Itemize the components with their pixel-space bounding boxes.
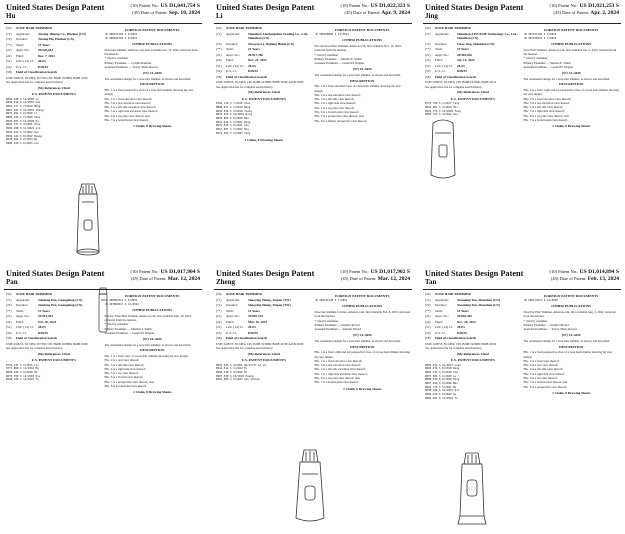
applicant: Shaoying Zheng, Taipan (TW) [248, 297, 291, 302]
primary-examiner: Primary Examiner — Mariela E. Smith [314, 57, 362, 61]
patent-office-title: United States Design Patent [6, 3, 105, 12]
applicant: Jiaxing Jinlong Co., Huzhou (CN) [38, 31, 86, 36]
description-list: FIG. 1 is a front elevation view of a nose hair trimmer showing my new design; FIG. 2 is a rear elevation view thereof; FIG. 3 is a left side view thereof; FIG. 4 is a right side view thereof; FIG. 5 is a top plan view thereof; FIG. 6 is a bottom plan view thereof; FIG. 7 is a perspective view thereof; and, FIG. 8 is a further perspective view thereof. [314, 84, 401, 123]
bibliographic-column: (54) NOSE HAIR TRIMMER (71) Applicant: Shenzhen Xiechengshun Trading Co., Ltd., Shenzhen (CN) (72) Inventor: Xiaoyan Li, Jiujiang Hubei (CN) (**) Term: 15 Years (21) Appl. No.: 29/917,786 (22) Filed: Nov. 21, 2023 (51) LOC (14) Cl. 28-03 (52) U.S. Cl. D28/55 (58) Field of Classification Search USPC D28/55, 56; D8/4; CPC B26B 19/3806; B26B 19/06; A45D 26/00 See application file for complete search history. (56) References Cited U.S. PATENT DOCUMENTS D762,116 S 7/2016 Chen D808,071 S 1/2018 Kang D842,556 S 3/2019 Jiang D870,972 S 12/2019 Dong D893,802 S 8/2020 Rao D912,914 S 3/2021 Peng D931,544 S 9/2021 Cao D957,087 S 7/2022 Hou D974,642 S 1/2023 Yang 1 Claim, 8 Drawing Sheets [216, 26, 312, 144]
trimmer-drawing-5 [288, 446, 332, 528]
claims-column: FOREIGN PATENT DOCUMENTS CN 306741520 S 7/2021 OTHER PUBLICATIONS Nose hair trimmer for men, Amazon.com, first available Feb. 8, 2023, retrieved from the internet. * cited by examiner Primary Examiner — Jennifer Rivard Assistant Examiner — Jennifer Rivard (57) CLAIM The ornamental design for a nose hair trimmer, as shown and described. DESCRIPTION FIG. 1 is a front, right and top perspective view of a nose hair trimmer showing my new design; FIG. 2 is a front elevation view thereof; FIG. 3 is a rear elevation view thereof; FIG. 4 is a left side elevation view thereof; FIG. 5 is a right side elevation view thereof; FIG. 6 is a top plan view thereof; and, FIG. 7 is a bottom plan view thereof. 1 Claim, 8 Drawing Sheets [314, 293, 410, 391]
claims-footer: 1 Claim, 8 Drawing Sheets [552, 390, 591, 395]
patent-date: Mar. 12, 2024 [167, 275, 200, 282]
inventor: Shaoying Zheng, Taipan (TW) [248, 303, 291, 307]
patent-number: US D1,017,902 S [370, 269, 410, 275]
claim-text: The ornamental design for a nose hair trimmer, as shown and described. [523, 338, 610, 343]
field-of-search: USPC D28/55, 56; D8/4; D7/330; CPC B26B 19/3806; B26B 19/00 [6, 341, 88, 346]
primary-examiner: Primary Examiner — Jennifer Rivard [314, 323, 360, 327]
field-of-search: USPC D28/55, 56; D8/4; CPC B26B 19/3806; B26B 19/38; A45D 26/00 [216, 341, 304, 346]
patent-title: NOSE HAIR TRIMMER [435, 292, 471, 296]
patent-date: Apr. 9, 2024 [381, 9, 410, 16]
field-of-search: USPC D28/55, 56; D8/4; CPC B26B 19/3806; B26B 19/14 [425, 80, 497, 85]
patent-header: United States Design Patent Li (10) Patent No.: US D1,022,323 S (45) Date of Patent: Apr. 9, 2024 [214, 2, 412, 24]
patent-number: US D1,017,904 S [160, 269, 200, 275]
primary-examiner: Primary Examiner — Mariela E. Smith [523, 60, 571, 65]
claims-column: FOREIGN PATENT DOCUMENTS CN 306174521 S 11/2020 OTHER PUBLICATIONS Nose Ear Hair Trimmer, Amazon.com, first available Aug. 2, 2022, retrieved from the internet. * cited by examiner Primary Examiner — Jennifer Rivard Assistant Examiner — Tracey Marie Reeves (57) CLAIM The ornamental design for a nose hair trimmer, as shown and described. DESCRIPTION FIG. 1 is a front perspective view of a nose hair trimmer showing my new design; FIG. 2 is a front view thereof; FIG. 3 is a rear view thereof; FIG. 4 is a left side view thereof; FIG. 5 is a right side view thereof; FIG. 6 is a top view thereof; FIG. 7 is a bottom view thereof; and, FIG. 8 is a perspective view thereof. 1 Claim, 8 Drawing Sheets [524, 292, 620, 401]
references-list: D762,116 S 7/2016 Chen D808,071 S 1/2018 Kang D842,556 S 3/2019 Jiang D870,972 S 12/2019 Dong D893,802 S 8/2020 Rao D912,914 S 3/2021 Peng D931,544 S 9/2021 Cao D957,087 S 7/2022 Hou D974,642 S 1/2023 Yang [216, 102, 252, 135]
claim-text: The ornamental design for a nose hair trimmer, as shown and described. [104, 76, 191, 81]
patent-number: US D1,041,754 S [160, 3, 200, 9]
patent-office-title: United States Design Patent [425, 3, 524, 12]
references-list: D775,756 S 1/2017 Tang D843,061 S 3/2019 Shi D901,775 S 11/2020 Fang D950,133 S 4/2022 Guo [425, 102, 461, 117]
description-list: FIG. 1 is a front, right and top perspective view of a nose hair trimmer showing my new design; FIG. 2 is a front elevation view thereof; FIG. 3 is a rear elevation view thereof; FIG. 4 is a left side view thereof; FIG. 5 is a right side view thereof; FIG. 6 is a top plan view thereof; and, FIG. 7 is a bottom plan view thereof. [523, 88, 619, 123]
claim-text: The ornamental design for a nose hair trimmer, as shown and described. [314, 72, 401, 77]
patent-header: United States Design Patent Zheng (10) Patent No.: US D1,017,902 S (45) Date of Patent: Mar. 12, 2024 [214, 268, 412, 290]
field-of-search: USPC D28/55, 56; D8/4; CPC B26B 19/3806; B26B 19/02 [425, 341, 497, 346]
field-of-search: USPC D28/55, 56; D8/4; CPC B26B 19/3806; B26B 19/06; A45D 26/00 [216, 80, 304, 85]
patent-number: US D1,014,894 S [579, 269, 619, 275]
description-list: FIG. 1 is a front view of a nose hair trimmer showing my new design; FIG. 2 is a rear view thereof; FIG. 3 is a left side view thereof; FIG. 4 is a right side view thereof; FIG. 5 is a top view thereof; FIG. 6 is a bottom view thereof; FIG. 7 is a perspective view thereof; and, FIG. 8 is an exploded view thereof. [104, 354, 189, 389]
inventor-surname: Zheng [216, 278, 236, 286]
inventor-surname: Li [216, 12, 223, 20]
applicant: Jianfeng Pan, Guangdong (CN) [38, 297, 83, 302]
bibliographic-column: (54) NOSE HAIR TRIMMER (71) Applicant: Jiaxing Jinlong Co., Huzhou (CN) (72) Inventor: Jiaxing Hu, Huzhou (CN) (**) Term: 15 Years (21) Appl. No.: 29/920,044 (22) Filed: Dec. 7, 2023 (51) LOC (14) Cl. 28-03 (52) U.S. Cl. D28/55 (58) Field of Classification Search USPC D28/55, 56; D8/4; D7/330; CPC B26B 19/3806; B26B 19/20 See application file for complete search history. (56) References Cited U.S. PATENT DOCUMENTS D832,546 S 11/2018 Lu D836,814 S 12/2018 Gao D854,277 S 7/2019 Wang D867,041 S 11/2019 Zhang D875,991 S 2/2020 Li D889,104 S 7/2020 Chen D902,561 S 11/2020 Xu D916,337 S 4/2021 Zhou D936,498 S 11/2021 Lin D945,012 S 3/2022 Sun D959,243 S 8/2022 Huang D978,401 S 2/2023 Wu D989,220 S 6/2023 Luo [6, 26, 102, 146]
inventor-surname: Tan [425, 278, 437, 286]
description-list: FIG. 1 is a front perspective view of a nose hair trimmer showing my new design; FIG. 2 is a front view thereof; FIG. 3 is a rear view thereof; FIG. 4 is a left side view thereof; FIG. 5 is a right side view thereof; FIG. 6 is a top view thereof; FIG. 7 is a bottom view thereof; and, FIG. 8 is a perspective view thereof. [523, 350, 613, 389]
inventor: Chao Jing, Shenzhen (CN) [457, 41, 495, 46]
applicant: Xiaoming Tan, Shenzhen (CN) [457, 297, 500, 302]
claims-footer: 1 Claim, 8 Drawing Sheets [244, 137, 283, 142]
bibliographic-column: (54) NOSE HAIR TRIMMER (71) Applicant: Jianfeng Pan, Guangdong (CN) (72) Inventor: Jianfeng Pan, Guangdong (CN) (**) Term: 15 Years (21) Appl. No.: 29/915,304 (22) Filed: Oct. 30, 2023 (51) LOC (14) Cl. 28-03 (52) U.S. Cl. D28/55 (58) Field of Classification Search USPC D28/55, 56; D8/4; D7/330; CPC B26B 19/3806; B26B 19/00 See application file for complete search history. (56) References Cited U.S. PATENT DOCUMENTS D732,231 S 6/2015 Liu D771,868 S 11/2016 Ma D828,640 S 9/2018 He D870,358 S 12/2019 Qiu D938,106 S 12/2021 Ye [6, 292, 102, 397]
bibliographic-column: (54) NOSE HAIR TRIMMER (71) Applicant: Shenzhen ZIYUEJIE Technology Co., Ltd., Shenzhen (CN) (72) Inventor: Chao Jing, Shenzhen (CN) (**) Term: 15 Years (21) Appl. No.: 29/904,026 (22) Filed: Jul. 12, 2023 (51) LOC (14) Cl. 28-03 (52) U.S. Cl. D28/55 (58) Field of Classification Search USPC D28/55, 56; D8/4; CPC B26B 19/3806; B26B 19/14 See application file for complete search history. (56) References Cited U.S. PATENT DOCUMENTS D775,756 S 1/2017 Tang D843,061 S 3/2019 Shi D901,775 S 11/2020 Fang D950,133 S 4/2022 Guo [425, 26, 521, 185]
patent-number: US D1,021,253 S [579, 3, 619, 9]
references-list: D832,546 S 11/2018 Lu D836,814 S 12/2018 Gao D854,277 S 7/2019 Wang D867,041 S 11/2019 Zhang D875,991 S 2/2020 Li D889,104 S 7/2020 Chen D902,561 S 11/2020 Xu D916,337 S 4/2021 Zhou D936,498 S 11/2021 Lin D945,012 S 3/2022 Sun D959,243 S 8/2022 Huang D978,401 S 2/2023 Wu D989,220 S 6/2023 Luo [6, 97, 44, 145]
references-list: D915,640 S 4/2021 Hershoff et al. D941,512 S 1/2022 Fu D950,139 S 4/2022 Mi D967,539 S 10/2022 Huang D981,086 S 3/2023 Van Schaik [216, 363, 268, 382]
patent-header: United States Design Patent Jing (10) Patent No.: US D1,021,253 S (45) Date of Patent: Apr. 2, 2024 [423, 2, 621, 24]
patent-page-3 [423, 2, 621, 264]
inventor-surname: Hu [6, 12, 16, 20]
applicant: Shenzhen ZIYUEJIE Technology Co., Ltd., Shenzhen (CN) [457, 31, 518, 41]
claims-column: FOREIGN PATENT DOCUMENTS CN 306948983 S 11/2021 OTHER PUBLICATIONS Ear and Nose Hair Trimmer, Amazon.com, first available Nov. 14, 2022, retrieved from the internet. * cited by examiner Primary Examiner — Mariela E. Smith Assistant Examiner — Gerald H. Wagner (57) CLAIM The ornamental design for a nose hair trimmer, as shown and described. DESCRIPTION FIG. 1 is a front elevation view of a nose hair trimmer showing my new design; FIG. 2 is a rear elevation view thereof; FIG. 3 is a left side view thereof; FIG. 4 is a right side view thereof; FIG. 5 is a top plan view thereof; FIG. 6 is a bottom plan view thereof; FIG. 7 is a perspective view thereof; and, FIG. 8 is a further perspective view thereof. [315, 26, 411, 144]
references-list: D803,474 S 11/2017 Liao D826,470 S 8/2018 Deng D850,727 S 6/2019 Xie D873,501 S 1/2020 Lu D886,374 S 6/2020 Feng D897,016 S 9/2020 Bai D919,176 S 5/2021 Mo D938,100 S 12/2021 Qin D956,350 S 6/2022 Gu D969,401 S 11/2022 Yu [425, 363, 461, 400]
claims-column: FOREIGN PATENT DOCUMENTS CN 307151104 S 3/2022 CN 307418233 S 7/2022 OTHER PUBLICATIONS Nose Hair Trimmer, Amazon.com, first available Jan. 5, 2023, retrieved from the internet. * cited by examiner Primary Examiner — Mariela E. Smith Assistant Examiner — Gerald H. Wagner (57) CLAIM The ornamental design for a nose hair trimmer, as shown and described. DESCRIPTION FIG. 1 is a front, right and top perspective view of a nose hair trimmer showing my new design; FIG. 2 is a front elevation view thereof; FIG. 3 is a rear elevation view thereof; FIG. 4 is a left side view thereof; FIG. 5 is a right side view thereof; FIG. 6 is a top plan view thereof; and, FIG. 7 is a bottom plan view thereof. 1 Claim, 8 Drawing Sheets [523, 27, 619, 129]
trimmer-drawing-6 [449, 450, 495, 528]
claim-text: The ornamental design for a nose hair trimmer, as shown and described. [523, 76, 610, 81]
primary-examiner: Primary Examiner — Cynthia Ramirez [104, 60, 152, 65]
patent-page-6 [423, 268, 621, 530]
inventor: Jiaxing Hu, Huzhou (CN) [38, 37, 75, 41]
patent-title: NOSE HAIR TRIMMER [16, 292, 52, 296]
patent-date: Apr. 2, 2024 [590, 9, 619, 16]
description-list: FIG. 1 is a front perspective view of a nose hair trimmer showing my new design; FIG. 2 is a front elevation view thereof; FIG. 3 is a rear elevation view thereof; FIG. 4 is a left side elevation view thereof; FIG. 5 is a right side elevation view thereof; FIG. 6 is a top plan view thereof; and, FIG. 7 is a bottom plan view thereof. [104, 88, 194, 123]
patent-office-title: United States Design Patent [216, 269, 315, 278]
patent-office-title: United States Design Patent [425, 269, 524, 278]
inventor-surname: Pan [6, 278, 18, 286]
inventor-surname: Jing [425, 12, 438, 20]
patent-office-title: United States Design Patent [216, 3, 315, 12]
patent-page-2 [214, 2, 412, 264]
patent-header: United States Design Patent Pan (10) Patent No.: US D1,017,904 S (45) Date of Patent: Mar. 12, 2024 [4, 268, 202, 290]
claims-footer: 1 Claim, 8 Drawing Sheets [133, 124, 172, 129]
bibliographic-column: (54) NOSE HAIR TRIMMER (71) Applicant: Shaoying Zheng, Taipan (TW) (72) Inventor: Shaoying Zheng, Taipan (TW) (**) Term: 15 Years (21) Appl. No.: 29/887,194 (22) Filed: Mar. 16, 2023 (51) LOC (14) Cl. 28-03 (52) U.S. Cl. D28/55 (58) Field of Classification Search USPC D28/55, 56; D8/4; CPC B26B 19/3806; B26B 19/38; A45D 26/00 See application file for complete search history. (56) References Cited U.S. PATENT DOCUMENTS D915,640 S 4/2021 Hershoff et al. D941,512 S 1/2022 Fu D950,139 S 4/2022 Mi D967,539 S 10/2022 Huang D981,086 S 3/2023 Van Schaik [216, 292, 312, 393]
claim-text: The ornamental design for a nose hair trimmer, as shown and described. [314, 338, 401, 343]
applicant: Shenzhen Xiechengshun Trading Co., Ltd., Shenzhen (CN) [248, 31, 309, 41]
primary-examiner: Primary Examiner — Marlene J. Smith [104, 326, 152, 331]
patent-title: NOSE HAIR TRIMMER [16, 26, 52, 30]
claims-footer: 1 Claim, 8 Drawing Sheets [552, 124, 591, 129]
patent-date: Feb. 13, 2024 [587, 275, 619, 282]
patent-page-5 [214, 268, 412, 530]
trimmer-drawing-3 [425, 119, 461, 183]
patent-title: NOSE HAIR TRIMMER [226, 26, 262, 30]
patent-page-4 [4, 268, 202, 530]
inventor: Jianfeng Pan, Guangdong (CN) [38, 303, 83, 307]
patent-number: US D1,022,323 S [370, 3, 410, 9]
inventor: Xiaoyan Li, Jiujiang Hubei (CN) [248, 41, 295, 46]
patent-header: United States Design Patent Hu (10) Patent No.: US D1,041,754 S (45) Date of Patent: Sep. 10, 2024 [4, 2, 202, 24]
bibliographic-column: (54) NOSE HAIR TRIMMER (71) Applicant: Xiaoming Tan, Shenzhen (CN) (72) Inventor: Xiaoming Tan, Shenzhen (CN) (**) Term: 15 Years (21) Appl. No.: 29/884,465 (22) Filed: Nov. 18, 2022 (51) LOC (14) Cl. 28-03 (52) U.S. Cl. D28/55 (58) Field of Classification Search USPC D28/55, 56; D8/4; CPC B26B 19/3806; B26B 19/02 See application file for complete search history. (56) References Cited U.S. PATENT DOCUMENTS D803,474 S 11/2017 Liao D826,470 S 8/2018 Deng D850,727 S 6/2019 Xie D873,501 S 1/2020 Lu D886,374 S 6/2020 Feng D897,016 S 9/2020 Bai D919,176 S 5/2021 Mo D938,100 S 12/2021 Qin D956,350 S 6/2022 Gu D969,401 S 11/2022 Yu [425, 292, 521, 401]
trimmer-drawing-4 [96, 286, 110, 336]
trimmer-drawing-1 [54, 178, 124, 262]
claims-column: FOREIGN PATENT DOCUMENTS CN 306583312 S 5/2021 CN 307004517 S 12/2021 OTHER PUBLICATIONS Electric Nose Hair Trimmer, Amazon.com, first available Mar. 30, 2023, retrieved from the internet. * cited by examiner Primary Examiner — Marlene J. Smith Assistant Examiner — Gerald H. Wagner (57) CLAIM The ornamental design for a nose hair trimmer, as shown and described. DESCRIPTION FIG. 1 is a front view of a nose hair trimmer showing my new design; FIG. 2 is a rear view thereof; FIG. 3 is a left side view thereof; FIG. 4 is a right side view thereof; FIG. 5 is a top view thereof; FIG. 6 is a bottom view thereof; FIG. 7 is a perspective view thereof; and, FIG. 8 is an exploded view thereof. 1 Claim, 8 Drawing Sheets [105, 292, 201, 397]
claims-column: FOREIGN PATENT DOCUMENTS CN 306471763 S 4/2021 CN 306842705 S 9/2021 OTHER PUBLICATIONS Nose hair trimmer, Amazon.com, first available Oct. 12, 2022, retrieved from the internet. * cited by examiner Primary Examiner — Cynthia Ramirez Assistant Examiner — Tracey Marie Reeves (57) CLAIM The ornamental design for a nose hair trimmer, as shown and described. DESCRIPTION FIG. 1 is a front perspective view of a nose hair trimmer showing my new design; FIG. 2 is a front elevation view thereof; FIG. 3 is a rear elevation view thereof; FIG. 4 is a left side elevation view thereof; FIG. 5 is a right side elevation view thereof; FIG. 6 is a top plan view thereof; and, FIG. 7 is a bottom plan view thereof. 1 Claim, 8 Drawing Sheets [105, 26, 201, 146]
patent-title: NOSE HAIR TRIMMER [435, 26, 471, 30]
claim-text: The ornamental design for a nose hair trimmer, as shown and described. [104, 342, 191, 347]
description-list: FIG. 1 is a front, right and top perspective view of a nose hair trimmer showing my new design; FIG. 2 is a front elevation view thereof; FIG. 3 is a rear elevation view thereof; FIG. 4 is a left side elevation view thereof; FIG. 5 is a right side elevation view thereof; FIG. 6 is a top plan view thereof; and, FIG. 7 is a bottom plan view thereof. [314, 350, 410, 385]
inventor: Xiaoming Tan, Shenzhen (CN) [457, 303, 500, 307]
claims-footer: 1 Claim, 8 Drawing Sheets [343, 386, 382, 391]
patent-page-1 [4, 2, 202, 264]
patent-date: Mar. 12, 2024 [377, 275, 410, 282]
patent-header: United States Design Patent Tan (10) Patent No.: US D1,014,894 S (45) Date of Patent: Feb. 13, 2024 [423, 268, 621, 290]
patent-date: Sep. 10, 2024 [168, 9, 200, 16]
references-list: D732,231 S 6/2015 Liu D771,868 S 11/2016 Ma D828,640 S 9/2018 He D870,358 S 12/2019 Qiu D938,106 S 12/2021 Ye [6, 363, 41, 382]
field-of-search: USPC D28/55, 56; D8/4; D7/330; CPC B26B 19/3806; B26B 19/20 [6, 75, 88, 80]
primary-examiner: Primary Examiner — Jennifer Rivard [523, 323, 569, 327]
patent-office-title: United States Design Patent [6, 269, 105, 278]
claims-footer: 1 Claim, 8 Drawing Sheets [133, 390, 172, 395]
patent-title: NOSE HAIR TRIMMER [226, 292, 262, 296]
